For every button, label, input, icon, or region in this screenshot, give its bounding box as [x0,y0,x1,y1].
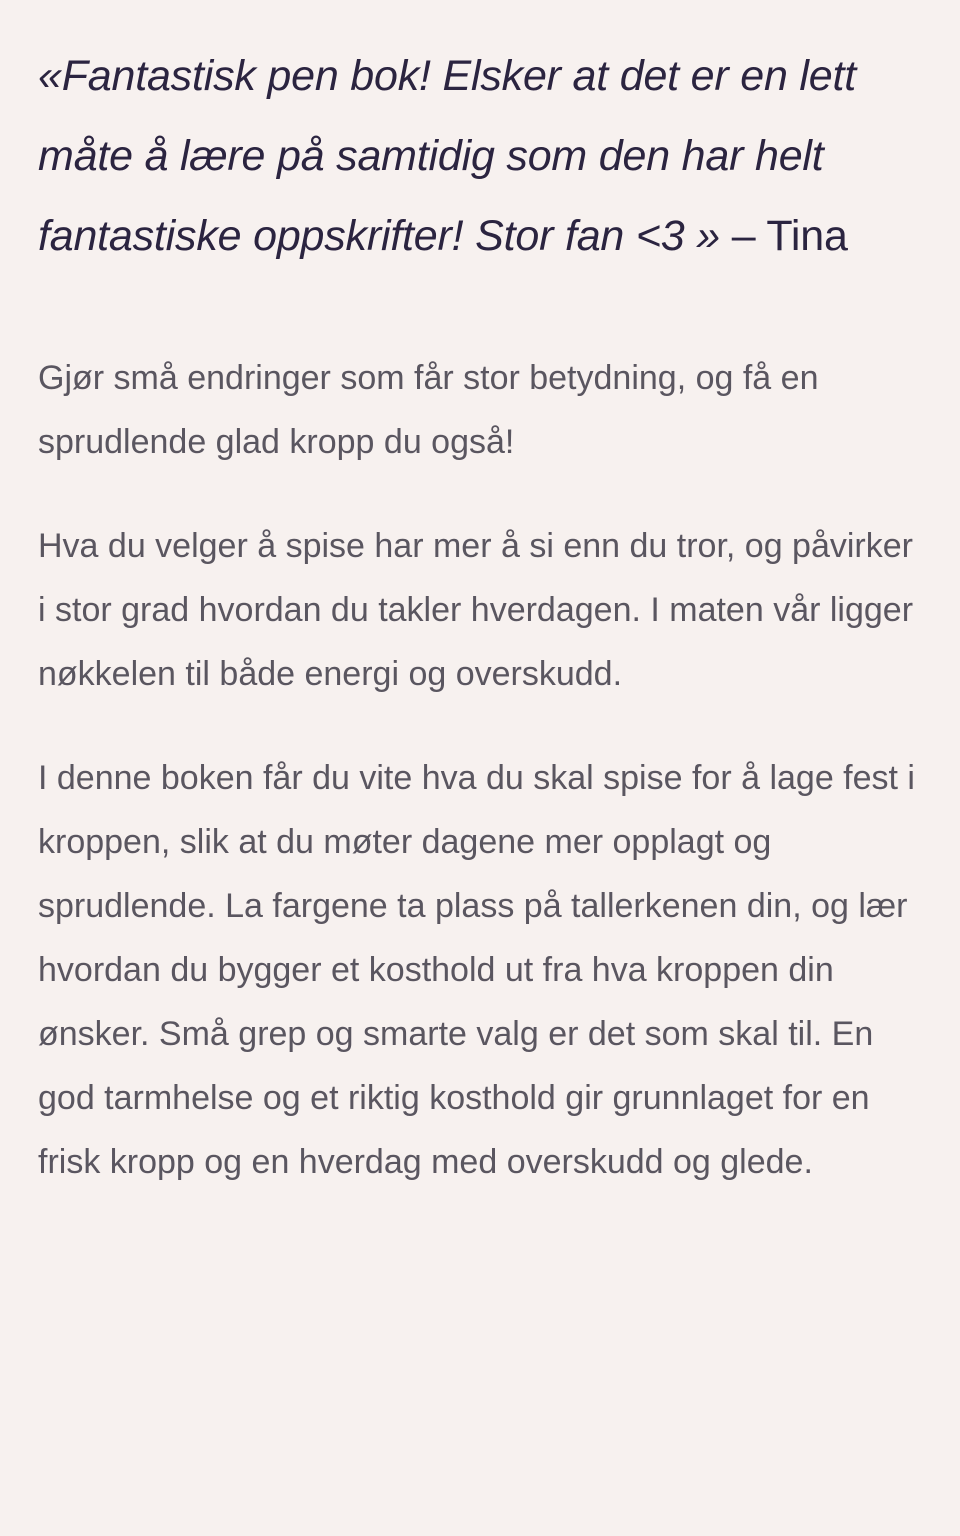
testimonial-text: «Fantastisk pen bok! Elsker at det er en lett måte å lære på samtidig som den har helt fantastiske oppskrifter! Stor fan <3 » [38,52,856,260]
body-paragraph-energy: Hva du velger å spise har mer å si enn du tror, og påvirker i stor grad hvordan du takler hverdagen. I maten vår ligger nøkkelen til både energi og overskudd. [38,527,914,693]
testimonial-author: – Tina [719,212,848,260]
intro-paragraph: Gjør små endringer som får stor betydning, og få en sprudlende glad kropp du også! [38,359,819,461]
testimonial-quote [38,36,922,276]
body-paragraph-book: I denne boken får du vite hva du skal spise for å lage fest i kroppen, slik at du møter dagene mer opplagt og sprudlende. La fargene ta plass på tallerkenen din, og lær hvordan du bygger et kosthold ut fra hva kroppen din ønsker. Små grep og smarte valg er det som skal til. En god tarmhelse og et riktig kosthold gir grunnlaget for en frisk kropp og en hverdag med overskudd og glede. [38,759,915,1181]
